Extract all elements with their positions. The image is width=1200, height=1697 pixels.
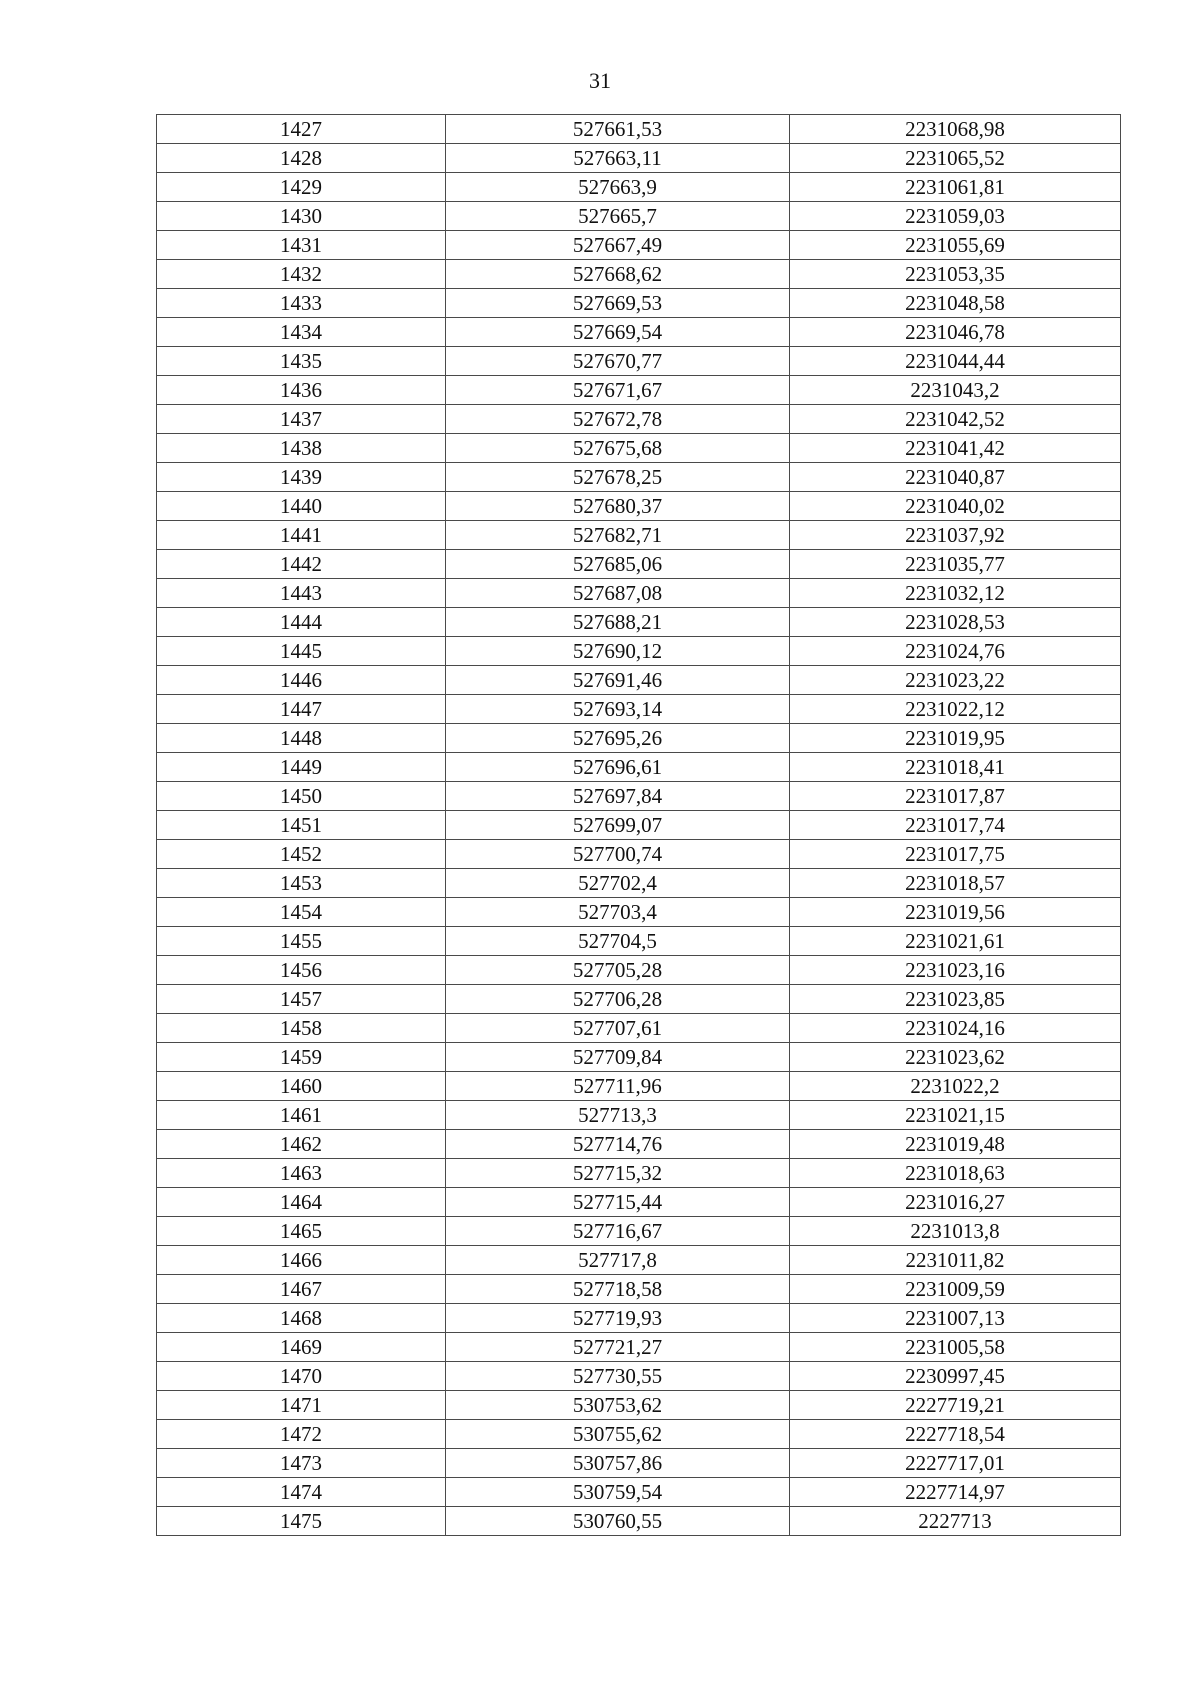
table-row [157,1043,1121,1072]
y-coordinate-cell: 2231061,81 [790,173,1121,202]
x-coordinate-cell: 527702,4 [446,869,790,898]
x-coordinate-cell: 527707,61 [446,1014,790,1043]
point-number-cell: 1437 [157,405,446,434]
y-coordinate-cell: 2231024,16 [790,1014,1121,1043]
point-number-cell: 1455 [157,927,446,956]
point-number-cell: 1438 [157,434,446,463]
point-number-cell: 1464 [157,1188,446,1217]
y-coordinate-cell: 2231023,16 [790,956,1121,985]
point-number-cell: 1461 [157,1101,446,1130]
point-number-cell: 1445 [157,637,446,666]
table-row [157,579,1121,608]
table-row [157,1014,1121,1043]
y-coordinate-cell: 2231023,85 [790,985,1121,1014]
table-row [157,956,1121,985]
y-coordinate-cell: 2231021,61 [790,927,1121,956]
point-number-cell: 1439 [157,463,446,492]
x-coordinate-cell: 527711,96 [446,1072,790,1101]
y-coordinate-cell: 2231019,56 [790,898,1121,927]
table-row [157,115,1121,144]
table-row [157,405,1121,434]
y-coordinate-cell: 2231017,74 [790,811,1121,840]
x-coordinate-cell: 527716,67 [446,1217,790,1246]
x-coordinate-cell: 527717,8 [446,1246,790,1275]
y-coordinate-cell: 2227718,54 [790,1420,1121,1449]
point-number-cell: 1469 [157,1333,446,1362]
point-number-cell: 1459 [157,1043,446,1072]
table-row [157,550,1121,579]
y-coordinate-cell: 2231040,02 [790,492,1121,521]
table-row [157,840,1121,869]
y-coordinate-cell: 2231032,12 [790,579,1121,608]
x-coordinate-cell: 527671,67 [446,376,790,405]
y-coordinate-cell: 2230997,45 [790,1362,1121,1391]
x-coordinate-cell: 527668,62 [446,260,790,289]
point-number-cell: 1444 [157,608,446,637]
point-number-cell: 1431 [157,231,446,260]
point-number-cell: 1434 [157,318,446,347]
point-number-cell: 1457 [157,985,446,1014]
table-row [157,318,1121,347]
point-number-cell: 1451 [157,811,446,840]
point-number-cell: 1450 [157,782,446,811]
y-coordinate-cell: 2231042,52 [790,405,1121,434]
table-row [157,376,1121,405]
x-coordinate-cell: 527730,55 [446,1362,790,1391]
y-coordinate-cell: 2231005,58 [790,1333,1121,1362]
point-number-cell: 1447 [157,695,446,724]
y-coordinate-cell: 2231037,92 [790,521,1121,550]
y-coordinate-cell: 2227714,97 [790,1478,1121,1507]
x-coordinate-cell: 527675,68 [446,434,790,463]
point-number-cell: 1448 [157,724,446,753]
table-row [157,1217,1121,1246]
table-row [157,1304,1121,1333]
point-number-cell: 1443 [157,579,446,608]
point-number-cell: 1473 [157,1449,446,1478]
x-coordinate-cell: 530755,62 [446,1420,790,1449]
point-number-cell: 1452 [157,840,446,869]
table-row [157,1072,1121,1101]
point-number-cell: 1429 [157,173,446,202]
table-row [157,753,1121,782]
table-row [157,463,1121,492]
table-row [157,985,1121,1014]
y-coordinate-cell: 2231048,58 [790,289,1121,318]
y-coordinate-cell: 2231007,13 [790,1304,1121,1333]
y-coordinate-cell: 2231024,76 [790,637,1121,666]
point-number-cell: 1466 [157,1246,446,1275]
table-row [157,1333,1121,1362]
point-number-cell: 1474 [157,1478,446,1507]
y-coordinate-cell: 2231016,27 [790,1188,1121,1217]
x-coordinate-cell: 527690,12 [446,637,790,666]
table-row [157,434,1121,463]
y-coordinate-cell: 2231018,57 [790,869,1121,898]
x-coordinate-cell: 527661,53 [446,115,790,144]
x-coordinate-cell: 527714,76 [446,1130,790,1159]
x-coordinate-cell: 527713,3 [446,1101,790,1130]
x-coordinate-cell: 527721,27 [446,1333,790,1362]
table-row [157,1101,1121,1130]
y-coordinate-cell: 2231019,95 [790,724,1121,753]
point-number-cell: 1475 [157,1507,446,1536]
x-coordinate-cell: 527663,9 [446,173,790,202]
table-row [157,637,1121,666]
table-row [157,1391,1121,1420]
y-coordinate-cell: 2231028,53 [790,608,1121,637]
x-coordinate-cell: 527718,58 [446,1275,790,1304]
x-coordinate-cell: 527691,46 [446,666,790,695]
table-row [157,1246,1121,1275]
table-row [157,1420,1121,1449]
y-coordinate-cell: 2231022,12 [790,695,1121,724]
x-coordinate-cell: 527687,08 [446,579,790,608]
point-number-cell: 1433 [157,289,446,318]
table-row [157,782,1121,811]
table-row [157,492,1121,521]
table-row [157,898,1121,927]
point-number-cell: 1454 [157,898,446,927]
y-coordinate-cell: 2231046,78 [790,318,1121,347]
point-number-cell: 1465 [157,1217,446,1246]
x-coordinate-cell: 530757,86 [446,1449,790,1478]
y-coordinate-cell: 2227719,21 [790,1391,1121,1420]
x-coordinate-cell: 527669,54 [446,318,790,347]
y-coordinate-cell: 2231018,41 [790,753,1121,782]
y-coordinate-cell: 2231041,42 [790,434,1121,463]
y-coordinate-cell: 2231035,77 [790,550,1121,579]
y-coordinate-cell: 2231040,87 [790,463,1121,492]
y-coordinate-cell: 2231022,2 [790,1072,1121,1101]
y-coordinate-cell: 2231055,69 [790,231,1121,260]
x-coordinate-cell: 527682,71 [446,521,790,550]
y-coordinate-cell: 2231068,98 [790,115,1121,144]
table-row [157,347,1121,376]
point-number-cell: 1453 [157,869,446,898]
x-coordinate-cell: 527688,21 [446,608,790,637]
y-coordinate-cell: 2231065,52 [790,144,1121,173]
table-row [157,927,1121,956]
point-number-cell: 1463 [157,1159,446,1188]
x-coordinate-cell: 527706,28 [446,985,790,1014]
x-coordinate-cell: 530753,62 [446,1391,790,1420]
x-coordinate-cell: 527672,78 [446,405,790,434]
point-number-cell: 1456 [157,956,446,985]
x-coordinate-cell: 530760,55 [446,1507,790,1536]
y-coordinate-cell: 2231059,03 [790,202,1121,231]
point-number-cell: 1458 [157,1014,446,1043]
table-row [157,724,1121,753]
point-number-cell: 1442 [157,550,446,579]
x-coordinate-cell: 527697,84 [446,782,790,811]
point-number-cell: 1472 [157,1420,446,1449]
y-coordinate-cell: 2231013,8 [790,1217,1121,1246]
x-coordinate-cell: 527705,28 [446,956,790,985]
table-row [157,1159,1121,1188]
y-coordinate-cell: 2231017,75 [790,840,1121,869]
x-coordinate-cell: 530759,54 [446,1478,790,1507]
table-row [157,695,1121,724]
table-row [157,1362,1121,1391]
table-row [157,173,1121,202]
point-number-cell: 1449 [157,753,446,782]
y-coordinate-cell: 2231023,62 [790,1043,1121,1072]
point-number-cell: 1471 [157,1391,446,1420]
y-coordinate-cell: 2227717,01 [790,1449,1121,1478]
coordinates-table-body [157,115,1121,1536]
x-coordinate-cell: 527715,32 [446,1159,790,1188]
x-coordinate-cell: 527704,5 [446,927,790,956]
x-coordinate-cell: 527700,74 [446,840,790,869]
y-coordinate-cell: 2231044,44 [790,347,1121,376]
table-row [157,1478,1121,1507]
table-row [157,289,1121,318]
y-coordinate-cell: 2231021,15 [790,1101,1121,1130]
y-coordinate-cell: 2227713 [790,1507,1121,1536]
y-coordinate-cell: 2231009,59 [790,1275,1121,1304]
point-number-cell: 1435 [157,347,446,376]
table-row [157,144,1121,173]
x-coordinate-cell: 527669,53 [446,289,790,318]
table-row [157,1275,1121,1304]
point-number-cell: 1430 [157,202,446,231]
page-number: 31 [589,68,611,93]
point-number-cell: 1468 [157,1304,446,1333]
table-row [157,202,1121,231]
x-coordinate-cell: 527678,25 [446,463,790,492]
x-coordinate-cell: 527703,4 [446,898,790,927]
table-row [157,666,1121,695]
point-number-cell: 1428 [157,144,446,173]
table-row [157,811,1121,840]
table-row [157,608,1121,637]
x-coordinate-cell: 527680,37 [446,492,790,521]
table-row [157,1449,1121,1478]
table-row [157,1507,1121,1536]
y-coordinate-cell: 2231053,35 [790,260,1121,289]
table-row [157,521,1121,550]
y-coordinate-cell: 2231043,2 [790,376,1121,405]
point-number-cell: 1432 [157,260,446,289]
coordinates-table [156,114,1121,1536]
x-coordinate-cell: 527665,7 [446,202,790,231]
x-coordinate-cell: 527719,93 [446,1304,790,1333]
point-number-cell: 1427 [157,115,446,144]
y-coordinate-cell: 2231018,63 [790,1159,1121,1188]
table-row [157,1188,1121,1217]
y-coordinate-cell: 2231019,48 [790,1130,1121,1159]
x-coordinate-cell: 527699,07 [446,811,790,840]
y-coordinate-cell: 2231023,22 [790,666,1121,695]
table-row [157,231,1121,260]
point-number-cell: 1460 [157,1072,446,1101]
x-coordinate-cell: 527696,61 [446,753,790,782]
table-row [157,1130,1121,1159]
x-coordinate-cell: 527667,49 [446,231,790,260]
table-row [157,260,1121,289]
point-number-cell: 1467 [157,1275,446,1304]
point-number-cell: 1470 [157,1362,446,1391]
x-coordinate-cell: 527695,26 [446,724,790,753]
y-coordinate-cell: 2231017,87 [790,782,1121,811]
x-coordinate-cell: 527663,11 [446,144,790,173]
point-number-cell: 1446 [157,666,446,695]
y-coordinate-cell: 2231011,82 [790,1246,1121,1275]
x-coordinate-cell: 527693,14 [446,695,790,724]
x-coordinate-cell: 527670,77 [446,347,790,376]
point-number-cell: 1441 [157,521,446,550]
point-number-cell: 1462 [157,1130,446,1159]
x-coordinate-cell: 527715,44 [446,1188,790,1217]
x-coordinate-cell: 527685,06 [446,550,790,579]
x-coordinate-cell: 527709,84 [446,1043,790,1072]
point-number-cell: 1436 [157,376,446,405]
point-number-cell: 1440 [157,492,446,521]
table-row [157,869,1121,898]
